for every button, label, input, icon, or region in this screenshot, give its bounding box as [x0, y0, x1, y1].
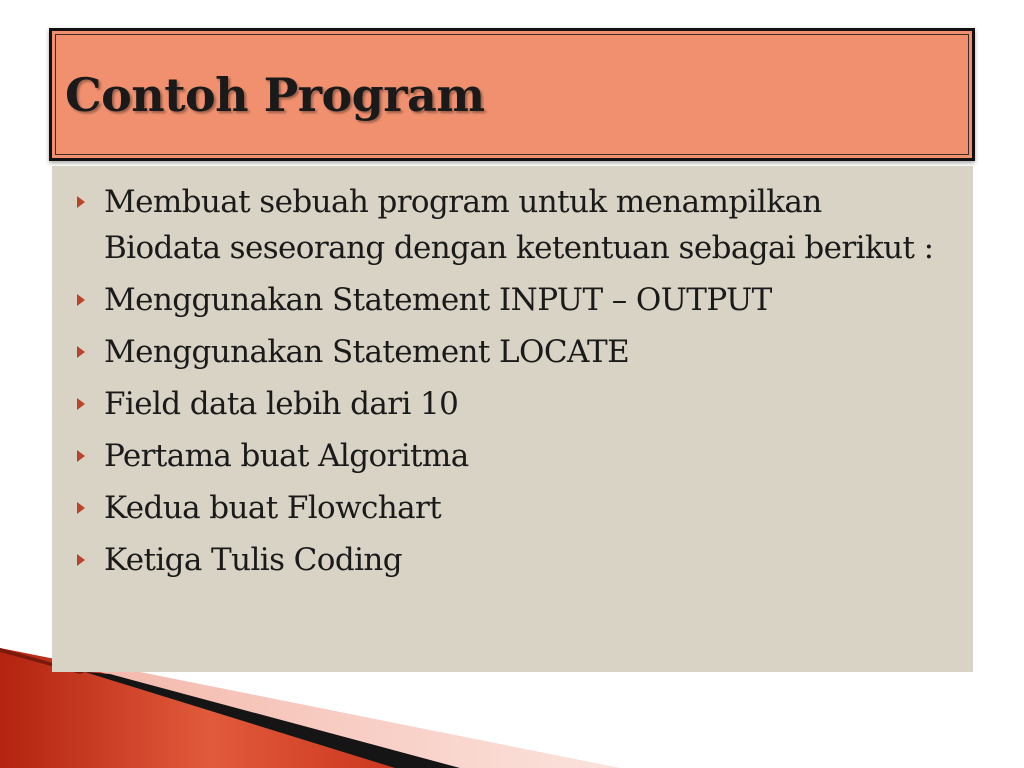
list-item: [52, 179, 973, 271]
list-item: [52, 485, 973, 531]
triangle-bullet-icon: [77, 554, 85, 566]
triangle-bullet-icon: [77, 450, 85, 462]
list-item-text: Menggunakan Statement LOCATE: [104, 334, 630, 370]
bullet-list: [52, 166, 973, 583]
page-title: Contoh Program: [65, 68, 485, 122]
list-item: [52, 433, 973, 479]
list-item: [52, 537, 973, 583]
triangle-bullet-icon: [77, 196, 85, 208]
list-item-text: Kedua buat Flowchart: [104, 490, 442, 526]
list-item-text: Membuat sebuah program untuk menampilkan Biodata seseorang dengan ketentuan sebagai berikut :: [104, 184, 934, 266]
list-item-text: Ketiga Tulis Coding: [104, 542, 403, 578]
list-item-text: Pertama buat Algoritma: [104, 438, 469, 474]
list-item-text: Menggunakan Statement INPUT – OUTPUT: [104, 282, 772, 318]
triangle-bullet-icon: [77, 398, 85, 410]
triangle-bullet-icon: [77, 294, 85, 306]
triangle-bullet-icon: [77, 502, 85, 514]
list-item: [52, 381, 973, 427]
list-item-text: Field data lebih dari 10: [104, 386, 459, 422]
list-item: [52, 329, 973, 375]
list-item: [52, 277, 973, 323]
content-box: [52, 166, 973, 672]
title-bar: [49, 28, 975, 161]
triangle-bullet-icon: [77, 346, 85, 358]
